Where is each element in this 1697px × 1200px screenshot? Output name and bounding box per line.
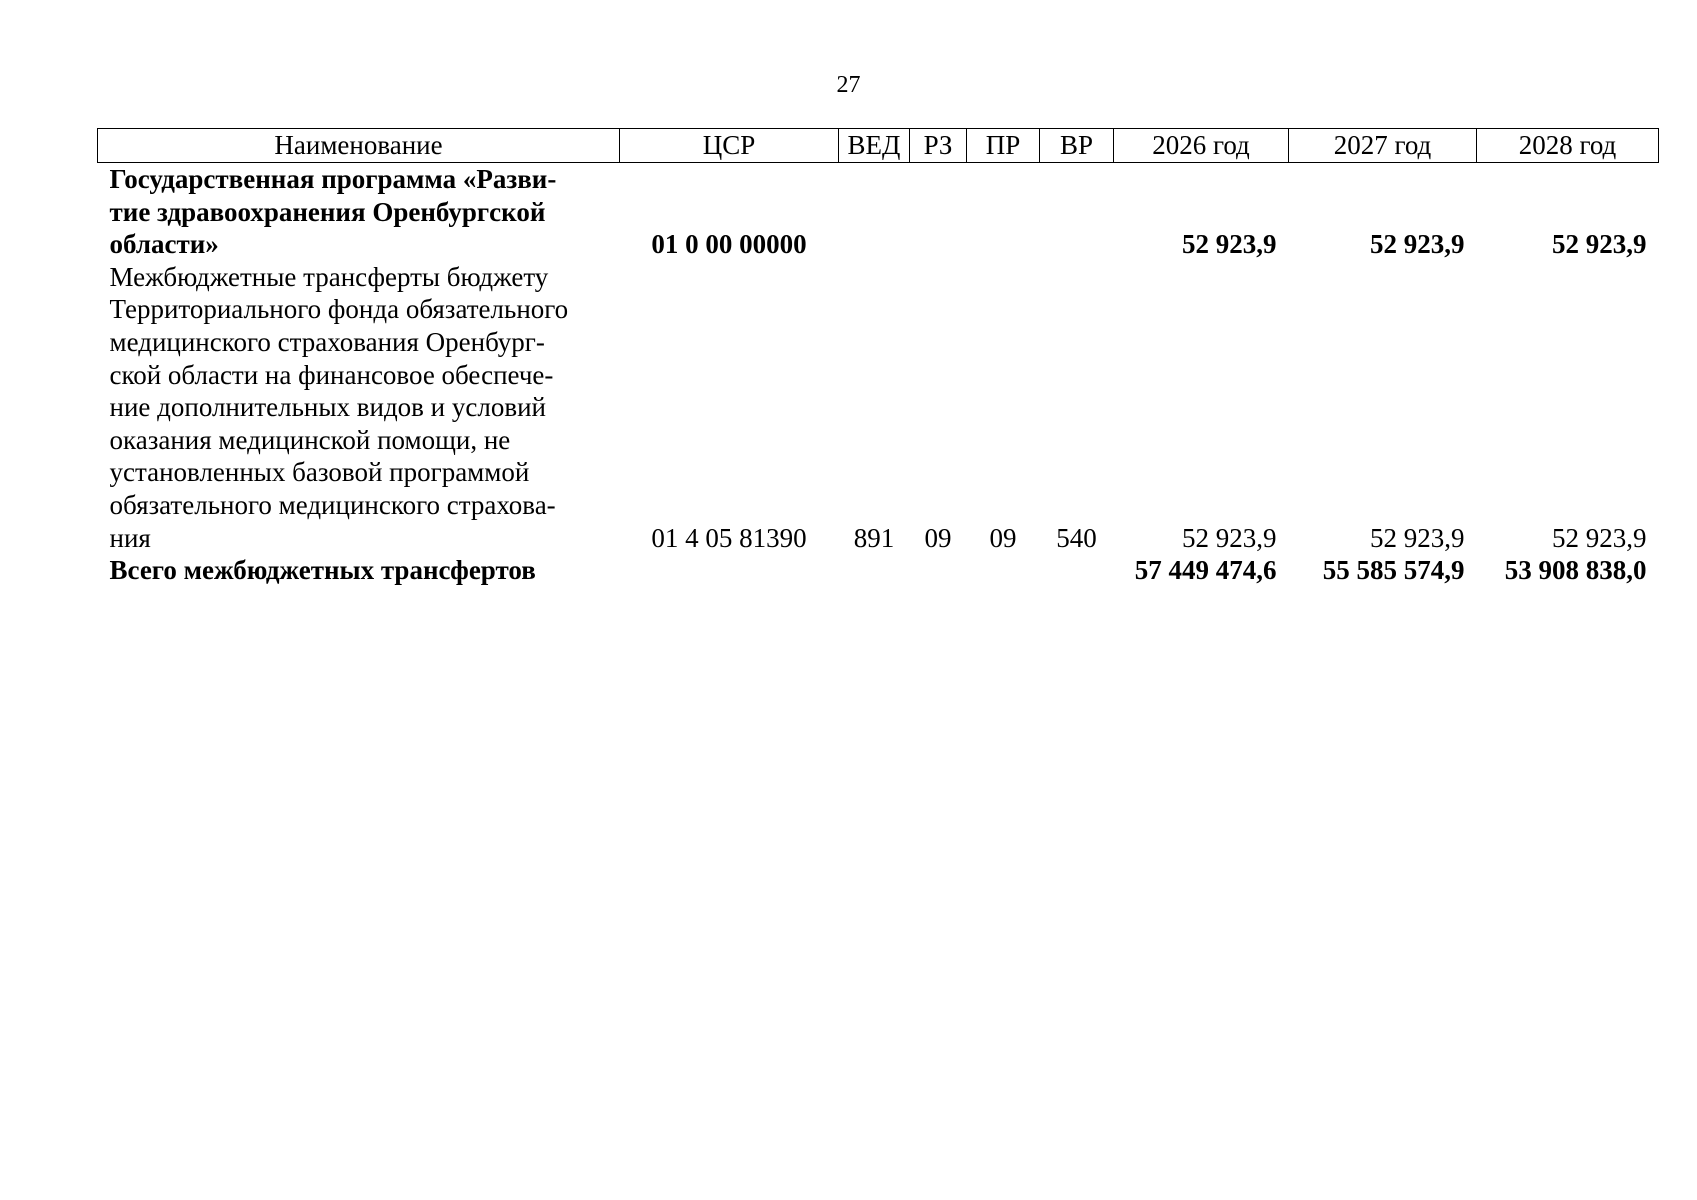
column-header-vr: ВР [1040,129,1114,163]
row-name-line: области» [109,229,219,260]
row-rz [910,163,967,261]
row-rz [910,554,967,587]
row-vr [1040,554,1114,587]
row-name-line: обязательного медицинского страхова- [109,489,556,520]
row-ved: 891 [853,522,895,553]
column-header-rz: РЗ [910,129,967,163]
row-name [110,261,620,554]
column-header-2026: 2026 год [1114,129,1289,163]
column-header-name: Наименование [98,129,620,163]
row-sum-2028: 53 908 838,0 [1504,555,1647,586]
row-ved [839,554,910,587]
row-name [110,554,620,587]
table-row-interbudget-transfer [98,261,1659,554]
row-vr [1040,163,1114,261]
column-header-ved: ВЕД [839,129,910,163]
row-sum-2027: 55 585 574,9 [1322,555,1465,586]
column-header-csr: ЦСР [620,129,839,163]
row-ved [839,163,910,261]
row-sum-2026: 52 923,9 [1182,229,1277,260]
row-name-cell [98,163,620,261]
column-header-pr: ПР [967,129,1040,163]
row-sum-2026: 52 923,9 [1182,522,1277,553]
row-csr: 01 4 05 81390 [651,522,807,553]
row-name-cell [98,261,620,554]
row-pr: 09 [989,522,1017,553]
row-name-line: Государственная программа «Разви- [109,164,557,194]
row-rz: 09 [924,522,952,553]
row-sum-2028: 52 923,9 [1552,522,1647,553]
row-sum-2027: 52 923,9 [1370,522,1465,553]
row-name-line: Территориального фонда обязательного [109,294,569,325]
row-name-cell [98,554,620,587]
row-pr [967,554,1040,587]
row-name-line: Межбюджетные трансферты бюджету [109,261,549,292]
row-sum-2027: 52 923,9 [1370,229,1465,260]
row-name-line: тие здравоохранения Оренбургской [109,196,546,227]
row-name-line: Всего межбюджетных трансфертов [109,555,536,586]
table-row-state-program [98,163,1659,261]
page-number: 27 [836,72,861,98]
budget-table [97,128,1659,587]
table-row-total [98,554,1659,587]
row-name-line: ние дополнительных видов и условий [109,392,546,423]
row-sum-2028: 52 923,9 [1552,229,1647,260]
row-name [110,163,620,261]
row-name-line: медицинского страхования Оренбург- [109,326,545,357]
row-csr: 01 0 00 00000 [651,229,807,260]
row-csr [620,554,839,587]
row-name-line: ской области на финансовое обеспече- [109,359,554,390]
row-sum-2026: 57 449 474,6 [1134,555,1277,586]
column-header-2027: 2027 год [1289,129,1477,163]
row-pr [967,163,1040,261]
table-header-row [98,129,1659,163]
column-header-2028: 2028 год [1477,129,1659,163]
row-name-line: установленных базовой программой [109,457,530,488]
row-name-line: оказания медицинской помощи, не [109,424,511,455]
row-vr: 540 [1056,522,1097,553]
row-name-line: ния [109,522,151,553]
